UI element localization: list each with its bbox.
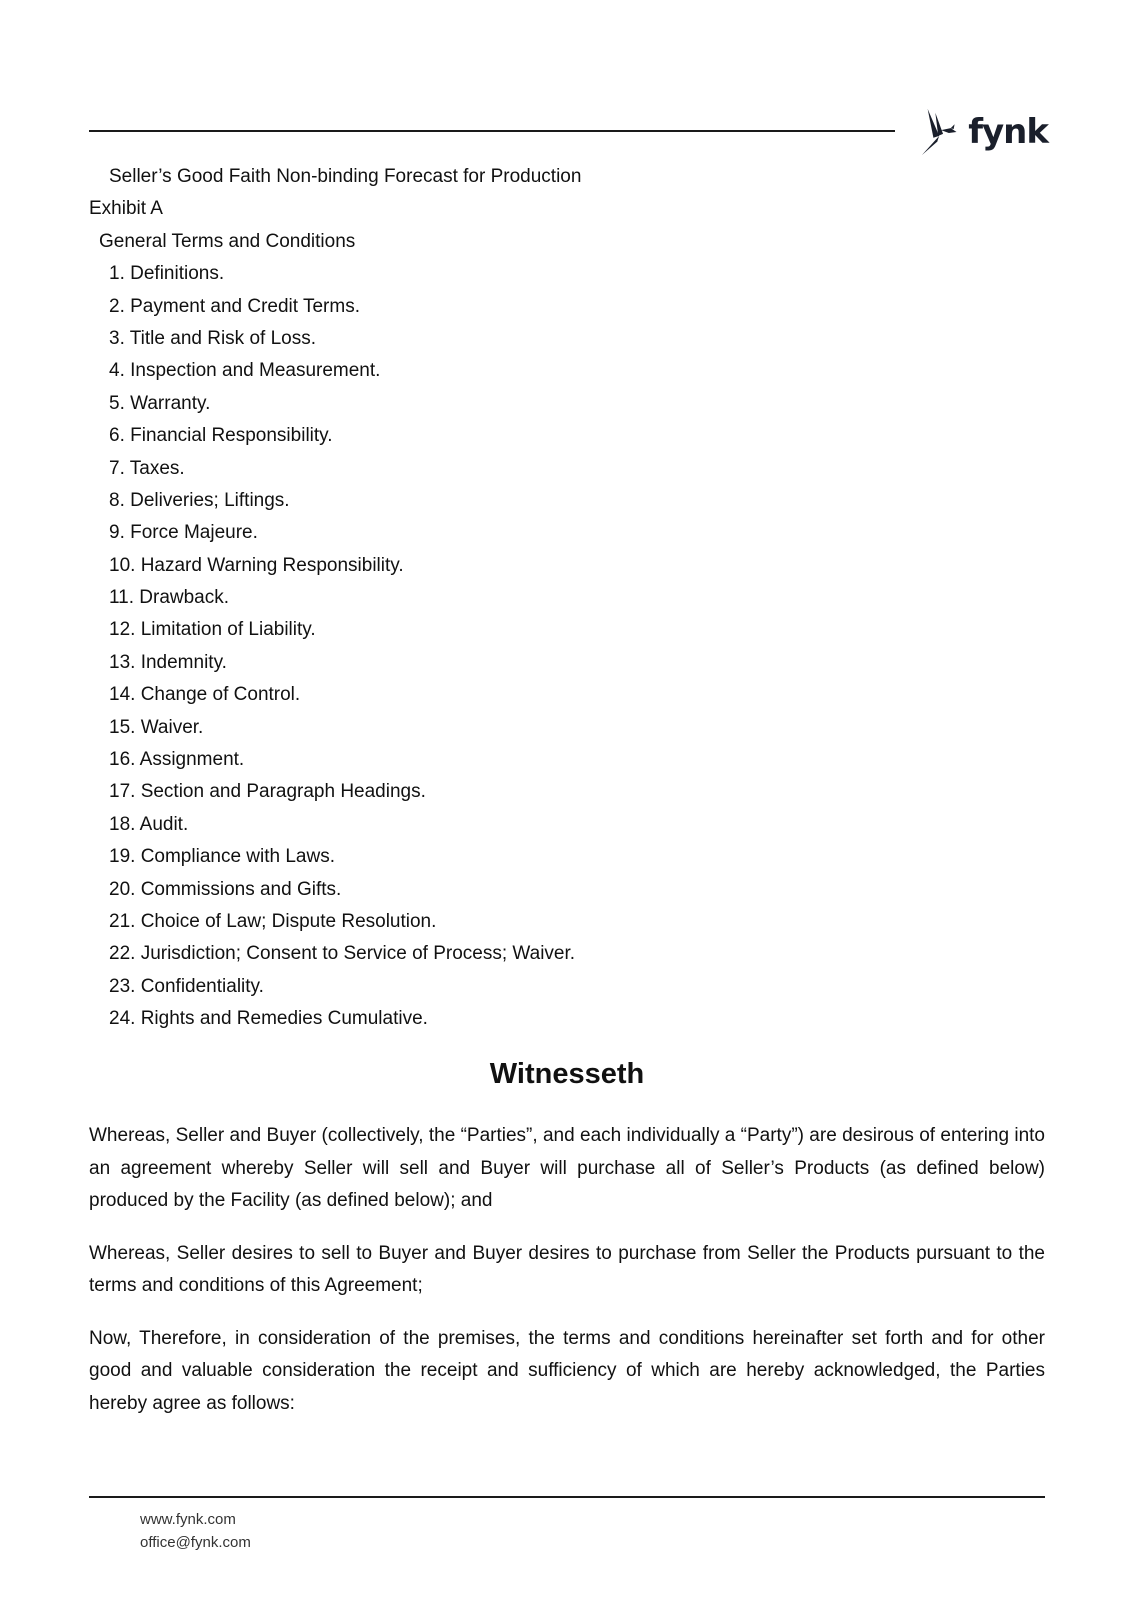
toc-item: Seller’s Good Faith Non-binding Forecast for Production bbox=[109, 166, 582, 187]
toc-item: 20. Commissions and Gifts. bbox=[109, 878, 342, 900]
toc-item: 15. Waiver. bbox=[109, 716, 204, 738]
toc-item: 11. Drawback. bbox=[109, 587, 230, 609]
footer bbox=[140, 1508, 251, 1554]
paragraph: Whereas, Seller and Buyer (collectively, the “Parties”, and each individually a “Party”) are desirous of entering into an agreement whereby Seller will sell and Buyer will purchase all of Seller’s Products (as defined below) produced by the Facility (as defined below); and bbox=[89, 1125, 1045, 1211]
toc-item: Exhibit A bbox=[89, 198, 163, 220]
fynk-logo bbox=[918, 104, 1048, 160]
toc-item: 8. Deliveries; Liftings. bbox=[109, 489, 290, 511]
paragraph: Now, Therefore, in consideration of the premises, the terms and conditions hereinafter set forth and for other good and valuable consideration the receipt and sufficiency of which are hereby acknowledged, the Parties hereby agree as follows: bbox=[89, 1327, 1045, 1414]
toc-item: 5. Warranty. bbox=[109, 392, 211, 414]
toc-item: 7. Taxes. bbox=[109, 457, 185, 479]
section-body bbox=[89, 1120, 1045, 1440]
toc-item: 2. Payment and Credit Terms. bbox=[109, 295, 360, 317]
toc-item: 4. Inspection and Measurement. bbox=[109, 360, 381, 382]
footer-email: office@fynk.com bbox=[140, 1534, 251, 1551]
toc-item: 10. Hazard Warning Responsibility. bbox=[109, 554, 404, 576]
toc-item: 14. Change of Control. bbox=[109, 684, 301, 706]
footer-website: www.fynk.com bbox=[140, 1511, 236, 1528]
toc-item: 18. Audit. bbox=[109, 813, 189, 835]
toc-item: 9. Force Majeure. bbox=[109, 522, 258, 544]
fynk-bird-icon bbox=[918, 106, 964, 158]
paragraph: Whereas, Seller desires to sell to Buyer and Buyer desires to purchase from Seller the Products pursuant to the terms and conditions of this Agreement; bbox=[89, 1242, 1045, 1296]
section-heading: Witnesseth bbox=[489, 1058, 645, 1090]
toc-item: 1. Definitions. bbox=[109, 263, 225, 285]
toc-item: 21. Choice of Law; Dispute Resolution. bbox=[109, 910, 437, 932]
toc-item: 23. Confidentiality. bbox=[109, 975, 264, 997]
toc-item: General Terms and Conditions bbox=[99, 230, 356, 252]
toc-item: 19. Compliance with Laws. bbox=[109, 846, 335, 868]
toc-item: 16. Assignment. bbox=[109, 749, 245, 771]
toc-item: 6. Financial Responsibility. bbox=[109, 425, 333, 447]
toc-item: 13. Indemnity. bbox=[109, 651, 227, 673]
footer-divider bbox=[89, 1496, 1045, 1498]
table-of-contents bbox=[89, 161, 1049, 1036]
toc-item: 24. Rights and Remedies Cumulative. bbox=[109, 1008, 428, 1030]
logo-text: fynk bbox=[968, 112, 1048, 152]
header-divider bbox=[89, 130, 895, 132]
toc-item: 22. Jurisdiction; Consent to Service of Process; Waiver. bbox=[109, 943, 576, 965]
toc-item: 17. Section and Paragraph Headings. bbox=[109, 781, 426, 803]
toc-item: 3. Title and Risk of Loss. bbox=[109, 327, 316, 349]
toc-item: 12. Limitation of Liability. bbox=[109, 619, 316, 641]
